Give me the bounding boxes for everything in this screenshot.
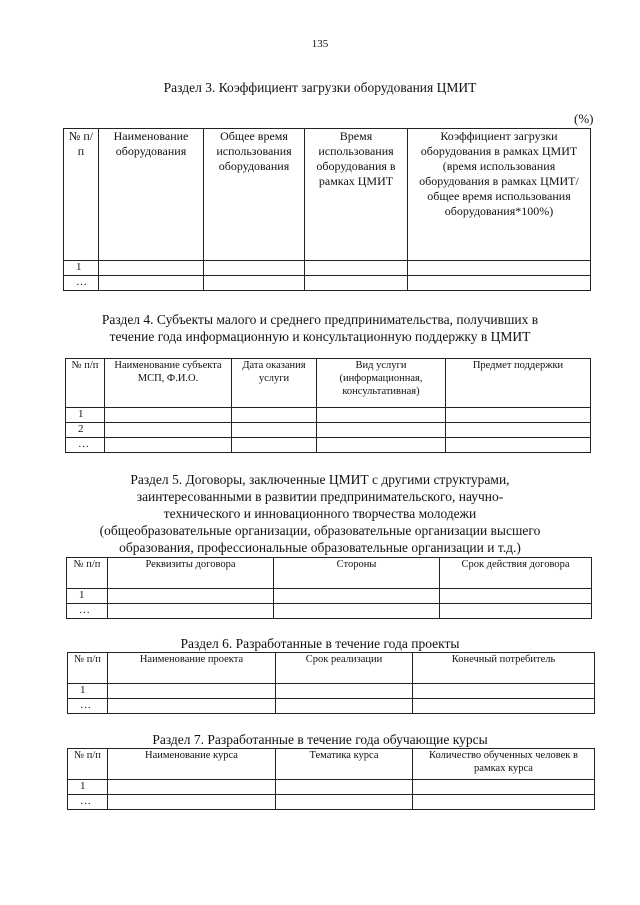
s5-header-contract-term: Срок действия договора [440, 558, 592, 589]
s7-header-trained-count: Количество обученных человек в рамках курса [413, 749, 595, 780]
section4-table [65, 358, 591, 453]
section7-title: Раздел 7. Разработанные в течение года обучающие курсы [152, 732, 488, 747]
table-row: 1 [66, 408, 591, 423]
s7-header-course-name: Наименование курса [108, 749, 276, 780]
section5-title-line4: (общеобразовательные организации, образовательные организации высшего [99, 523, 541, 538]
section3-unit: (%) [574, 111, 594, 126]
section4-title-line2: течение года информационную и консультационную поддержку в ЦМИТ [109, 329, 531, 344]
section3-table [63, 128, 591, 291]
s7-header-course-topic: Тематика курса [276, 749, 413, 780]
table-row: … [64, 276, 591, 291]
table-row: … [67, 604, 592, 619]
table-row: … [68, 795, 595, 810]
s5-header-num: № п/п [67, 558, 108, 589]
section5-title-line5: образования, профессиональные образовательные организации и т.д.) [119, 540, 521, 555]
table-row: 1 [68, 684, 595, 699]
s3-header-coefficient: Коэффициент загрузки оборудования в рамках ЦМИТ (время использования оборудования в рамках ЦМИТ/общее время использования оборудования*100%) [408, 129, 591, 261]
page-number: 135 [311, 38, 329, 50]
s4-header-service-type: Вид услуги (информационная, консультативная) [317, 359, 446, 408]
table-row: 1 [67, 589, 592, 604]
s5-header-parties: Стороны [274, 558, 440, 589]
section5-table [66, 557, 592, 619]
s4-header-date: Дата оказания услуги [232, 359, 317, 408]
s3-header-equipment: Наименование оборудования [99, 129, 204, 261]
s6-header-num: № п/п [68, 653, 108, 684]
section7-table [67, 748, 595, 810]
s3-header-num: № п/п [64, 129, 99, 261]
s4-header-subject-of-support: Предмет поддержки [446, 359, 591, 408]
section5-title-line1: Раздел 5. Договоры, заключенные ЦМИТ с другими структурами, [130, 472, 510, 487]
s4-header-num: № п/п [66, 359, 105, 408]
s7-header-num: № п/п [68, 749, 108, 780]
s6-header-project-name: Наименование проекта [108, 653, 276, 684]
s6-header-end-consumer: Конечный потребитель [413, 653, 595, 684]
section4-title-line1: Раздел 4. Субъекты малого и среднего предпринимательства, получивших в [101, 312, 539, 327]
table-row: 1 [64, 261, 591, 276]
table-row: … [66, 438, 591, 453]
section5-title-line3: технического и инновационного творчества молодежи [163, 506, 477, 521]
table-row: 2 [66, 423, 591, 438]
s3-header-total-time: Общее время использования оборудования [204, 129, 305, 261]
table-row: … [68, 699, 595, 714]
section6-title: Раздел 6. Разработанные в течение года проекты [180, 636, 460, 651]
table-row: 1 [68, 780, 595, 795]
s5-header-contract-details: Реквизиты договора [108, 558, 274, 589]
section5-title-line2: заинтересованными в развитии предпринимательского, научно- [136, 489, 504, 504]
s3-header-cmit-time: Время использования оборудования в рамках ЦМИТ [305, 129, 408, 261]
s6-header-implementation-term: Срок реализации [276, 653, 413, 684]
section6-table [67, 652, 595, 714]
s4-header-subject: Наименование субъекта МСП, Ф.И.О. [105, 359, 232, 408]
section3-title: Раздел 3. Коэффициент загрузки оборудования ЦМИТ [163, 80, 477, 95]
